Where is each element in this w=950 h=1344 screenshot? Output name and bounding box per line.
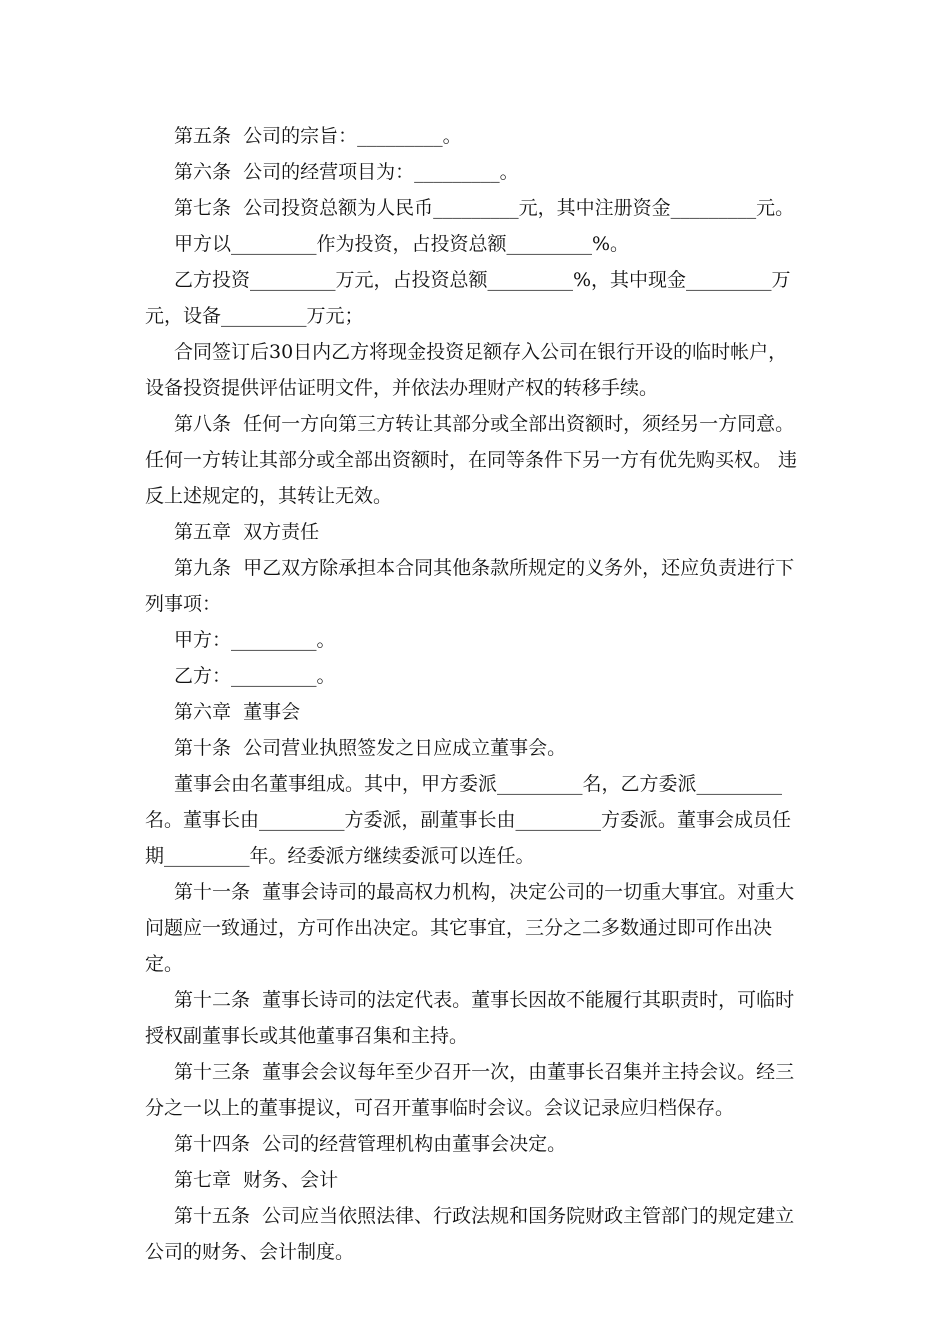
chapter-5-heading: 第五章 双方责任 xyxy=(174,521,320,543)
party-b-duties: 乙方：_________。 xyxy=(174,665,336,687)
article-11: 第十一条 董事会诗司的最高权力机构，决定公司的一切重大事宜。对重大问题应一致通过，方可作出决定。其它事宜，三分之二多数通过即可作出决定。 xyxy=(145,881,795,975)
board-composition: 董事会由名董事组成。其中，甲方委派_________名，乙方委派_________名。董事长由_________方委派，副董事长由_________方委派。董事会成员任期_________年。经委派方继续委派可以连任。 xyxy=(145,773,792,867)
article-7: 第七条 公司投资总额为人民币_________元，其中注册资金_________元。 xyxy=(174,197,795,219)
article-14: 第十四条 公司的经营管理机构由董事会决定。 xyxy=(174,1133,567,1155)
article-5: 第五条 公司的宗旨：_________。 xyxy=(174,125,462,147)
party-a-investment: 甲方以_________作为投资，占投资总额_________%。 xyxy=(174,233,630,255)
party-a-duties: 甲方：_________。 xyxy=(174,629,336,651)
article-6: 第六条 公司的经营项目为：_________。 xyxy=(174,161,519,183)
chapter-6-heading: 第六章 董事会 xyxy=(174,701,301,723)
article-13: 第十三条 董事会会议每年至少召开一次，由董事长召集并主持会议。经三分之一以上的董事提议，可召开董事临时会议。会议记录应归档保存。 xyxy=(145,1061,795,1119)
investment-deposit-clause: 合同签订后30日内乙方将现金投资足额存入公司在银行开设的临时帐户，设备投资提供评估证明文件，并依法办理财产权的转移手续。 xyxy=(145,341,788,399)
article-8: 第八条 任何一方向第三方转让其部分或全部出资额时，须经另一方同意。任何一方转让其部分或全部出资额时，在同等条件下另一方有优先购买权。 违反上述规定的，其转让无效。 xyxy=(145,413,798,507)
article-10: 第十条 公司营业执照签发之日应成立董事会。 xyxy=(174,737,567,759)
article-12: 第十二条 董事长诗司的法定代表。董事长因故不能履行其职责时，可临时授权副董事长或其他董事召集和主持。 xyxy=(145,989,795,1047)
contract-text xyxy=(145,118,805,1270)
article-9: 第九条 甲乙双方除承担本合同其他条款所规定的义务外，还应负责进行下列事项： xyxy=(145,557,795,615)
chapter-7-heading: 第七章 财务、会计 xyxy=(174,1169,339,1191)
article-15: 第十五条 公司应当依照法律、行政法规和国务院财政主管部门的规定建立公司的财务、会计制度。 xyxy=(145,1205,795,1263)
party-b-investment: 乙方投资_________万元，占投资总额_________%，其中现金_________万元，设备_________万元； xyxy=(145,269,791,327)
